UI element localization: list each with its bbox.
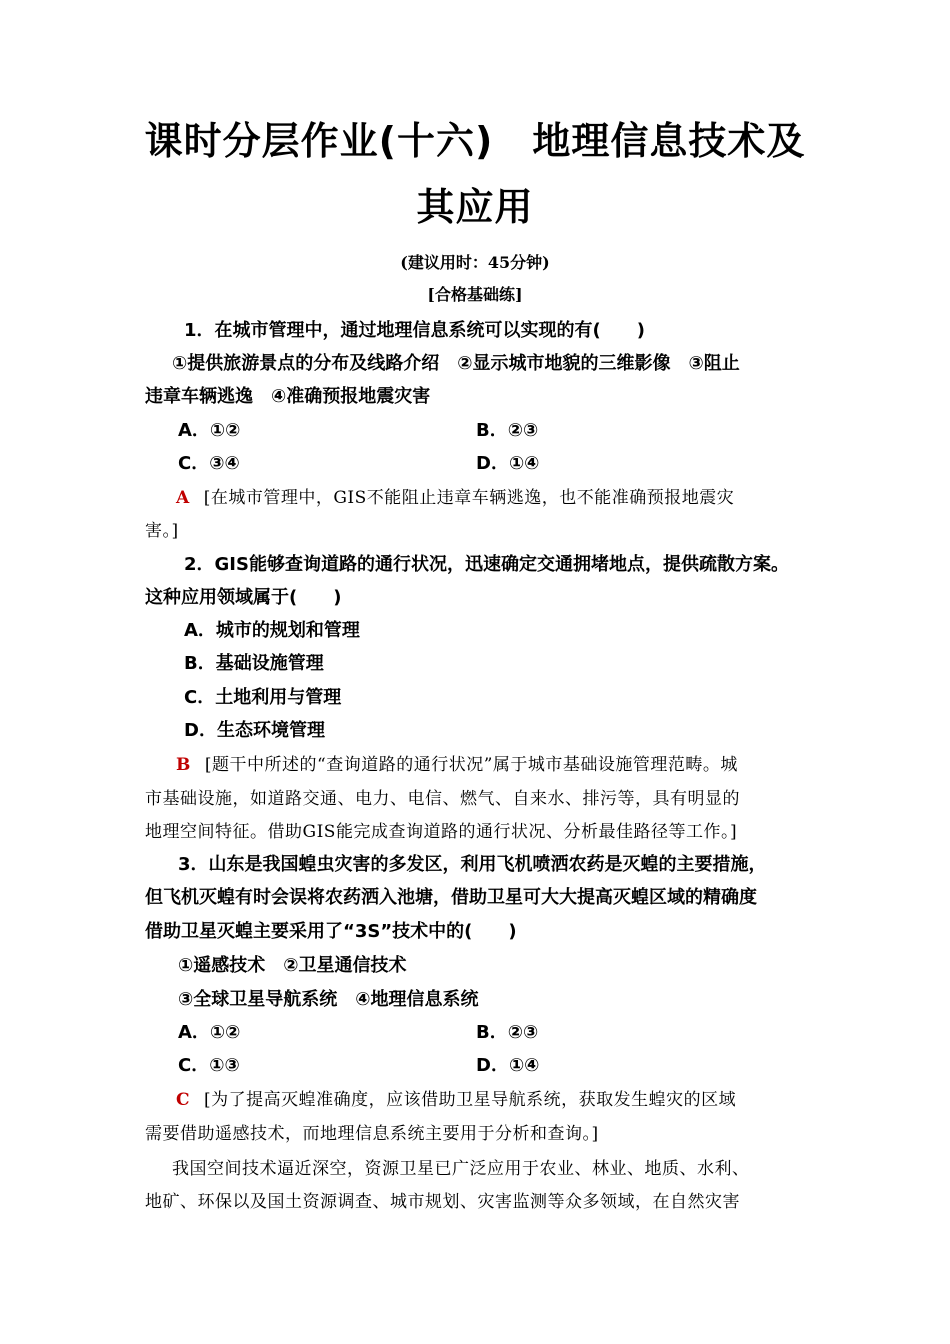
q1-explanation-1: [在城市管理中，GIS不能阻止违章车辆逃逸，也不能准确预报地震灾 (203, 488, 735, 508)
q2-explanation-1: [题干中所述的“查询道路的通行状况”属于城市基础设施管理范畴。城 (204, 755, 738, 775)
q1-option-b: B．②③ (476, 420, 539, 441)
q2-option-b: B．基础设施管理 (184, 653, 324, 674)
q2-answer-line-1 (176, 752, 738, 778)
q3-stem-line-3: 借助卫星灭蝗主要采用了“3S”技术中的( ) (145, 921, 517, 942)
q2-answer-line-3: 地理空间特征。借助GIS能完成查询道路的通行状况、分析最佳路径等工作。] (145, 822, 738, 842)
q2-stem-line-1: 2．GIS能够查询道路的通行状况，迅速确定交通拥堵地点，提供疏散方案。 (184, 554, 789, 575)
q3-stem-line-2: 但飞机灭蝗有时会误将农药洒入池塘，借助卫星可大大提高灭蝗区域的精确度 (145, 887, 757, 908)
q2-option-a: A．城市的规划和管理 (184, 620, 360, 641)
q3-option-a: A．①② (178, 1022, 241, 1043)
q1-stem-line-1: 1．在城市管理中，通过地理信息系统可以实现的有( ) (184, 320, 645, 341)
q1-items-line-2: 违章车辆逃逸 ④准确预报地震灾害 (145, 386, 431, 407)
q3-option-d: D．①④ (476, 1055, 540, 1076)
q1-answer-line-1 (176, 485, 734, 511)
q1-items-line-1: ①提供旅游景点的分布及线路介绍 ②显示城市地貌的三维影像 ③阻止 (172, 353, 740, 374)
q1-answer-key: A (176, 488, 190, 508)
q2-stem-line-2: 这种应用领域属于( ) (145, 587, 342, 608)
passage-line-2: 地矿、环保以及国土资源调查、城市规划、灾害监测等众多领域，在自然灾害 (145, 1192, 740, 1212)
section-label: [合格基础练] (427, 285, 523, 304)
q2-option-c: C．土地利用与管理 (184, 687, 342, 708)
passage-line-1: 我国空间技术逼近深空，资源卫星已广泛应用于农业、林业、地质、水利、 (172, 1159, 750, 1179)
q3-items-line-1: ①遥感技术 ②卫星通信技术 (178, 955, 407, 976)
q3-option-c: C．①③ (178, 1055, 240, 1076)
q1-answer-line-2: 害。] (145, 521, 179, 541)
q3-answer-key: C (176, 1090, 191, 1110)
page-title-line-1: 课时分层作业(十六) 地理信息技术及 (144, 119, 806, 163)
q3-answer-line-2: 需要借助遥感技术，而地理信息系统主要用于分析和查询。] (145, 1124, 599, 1144)
q3-explanation-1: [为了提高灭蝗准确度，应该借助卫星导航系统，获取发生蝗灾的区域 (204, 1090, 737, 1110)
page-title-line-2: 其应用 (416, 185, 534, 229)
q3-option-b: B．②③ (476, 1022, 539, 1043)
q3-answer-line-1 (176, 1087, 736, 1113)
q1-option-a: A．①② (178, 420, 241, 441)
q1-option-c: C．③④ (178, 453, 240, 474)
q3-items-line-2: ③全球卫星导航系统 ④地理信息系统 (178, 989, 479, 1010)
q2-answer-line-2: 市基础设施，如道路交通、电力、电信、燃气、自来水、排污等，具有明显的 (145, 789, 740, 809)
suggested-time: (建议用时：45分钟) (400, 253, 550, 272)
q2-option-d: D．生态环境管理 (184, 720, 325, 741)
q2-answer-key: B (176, 755, 191, 775)
q3-stem-line-1: 3．山东是我国蝗虫灾害的多发区，利用飞机喷洒农药是灭蝗的主要措施， (178, 854, 767, 875)
q1-option-d: D．①④ (476, 453, 540, 474)
